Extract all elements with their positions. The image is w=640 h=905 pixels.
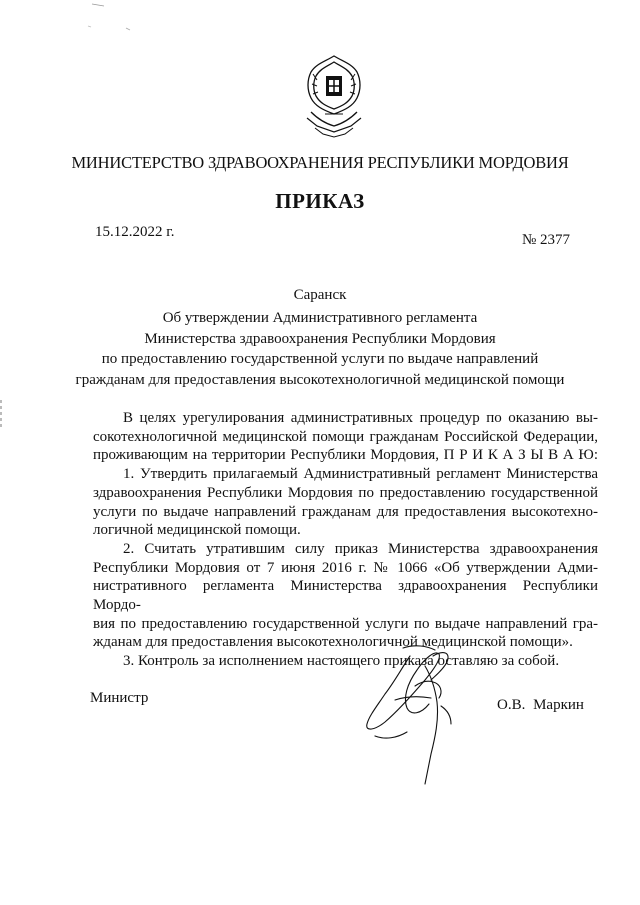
- item-2-line: жданам для предоставления высокотехнологичной медицинской помощи».: [93, 634, 573, 651]
- preamble-line: В целях урегулирования административных процедур по оказанию вы-: [123, 410, 598, 426]
- preamble-line: сокотехнологичной медицинской помощи гражданам Российской Федерации,: [93, 428, 598, 445]
- city-name: Саранск: [293, 287, 347, 303]
- coat-of-arms-emblem: [303, 54, 365, 138]
- subject-line: по предоставлению государственной услуги по выдаче направлений: [101, 351, 539, 367]
- scan-edge-mark: [0, 400, 4, 430]
- subject-line: Об утверждении Административного регламента: [162, 310, 478, 326]
- item-1-line: логичной медицинской помощи.: [93, 522, 301, 539]
- item-1-line: здравоохранения Республики Мордовия по предоставлению государственной: [93, 484, 598, 501]
- item-1-line: услуги по выдаче направлений гражданам для предоставления высокотехно-: [93, 503, 598, 520]
- item-2-line: 2. Считать утратившим силу приказ Министерства здравоохранения: [123, 540, 598, 557]
- handwritten-signature: [355, 636, 500, 786]
- order-date: 15.12.2022 г.: [95, 224, 175, 240]
- ministry-name: МИНИСТЕРСТВО ЗДРАВООХРАНЕНИЯ РЕСПУБЛИКИ МОРДОВИЯ: [71, 153, 569, 172]
- signer-position: Министр: [90, 690, 149, 706]
- signer-name: О.В. Маркин: [497, 697, 584, 713]
- scan-artifact: [86, 0, 146, 40]
- item-2-line: вия по предоставлению государственной услуги по выдаче направлений гра-: [93, 615, 598, 632]
- order-body: [93, 409, 598, 671]
- order-number: № 2377: [522, 232, 571, 248]
- subject-line: Министерства здравоохранения Республики Мордовия: [144, 330, 496, 347]
- order-subject: [0, 308, 640, 390]
- item-2-line: Республики Мордовия от 7 июня 2016 г. № 1066 «Об утверждении Адми-: [93, 559, 598, 576]
- item-2-line: нистративного регламента Министерства здравоохранения Республики Мордо-: [93, 578, 598, 614]
- item-1-line: 1. Утвердить прилагаемый Административный регламент Министерства: [123, 466, 598, 483]
- subject-line: гражданам для предоставления высокотехнологичной медицинской помощи: [75, 371, 565, 388]
- preamble-line: проживающим на территории Республики Мордовия, П Р И К А З Ы В А Ю:: [93, 447, 598, 464]
- document-type-title: ПРИКАЗ: [275, 189, 365, 213]
- item-3-line: 3. Контроль за исполнением настоящего приказа оставляю за собой.: [123, 653, 560, 670]
